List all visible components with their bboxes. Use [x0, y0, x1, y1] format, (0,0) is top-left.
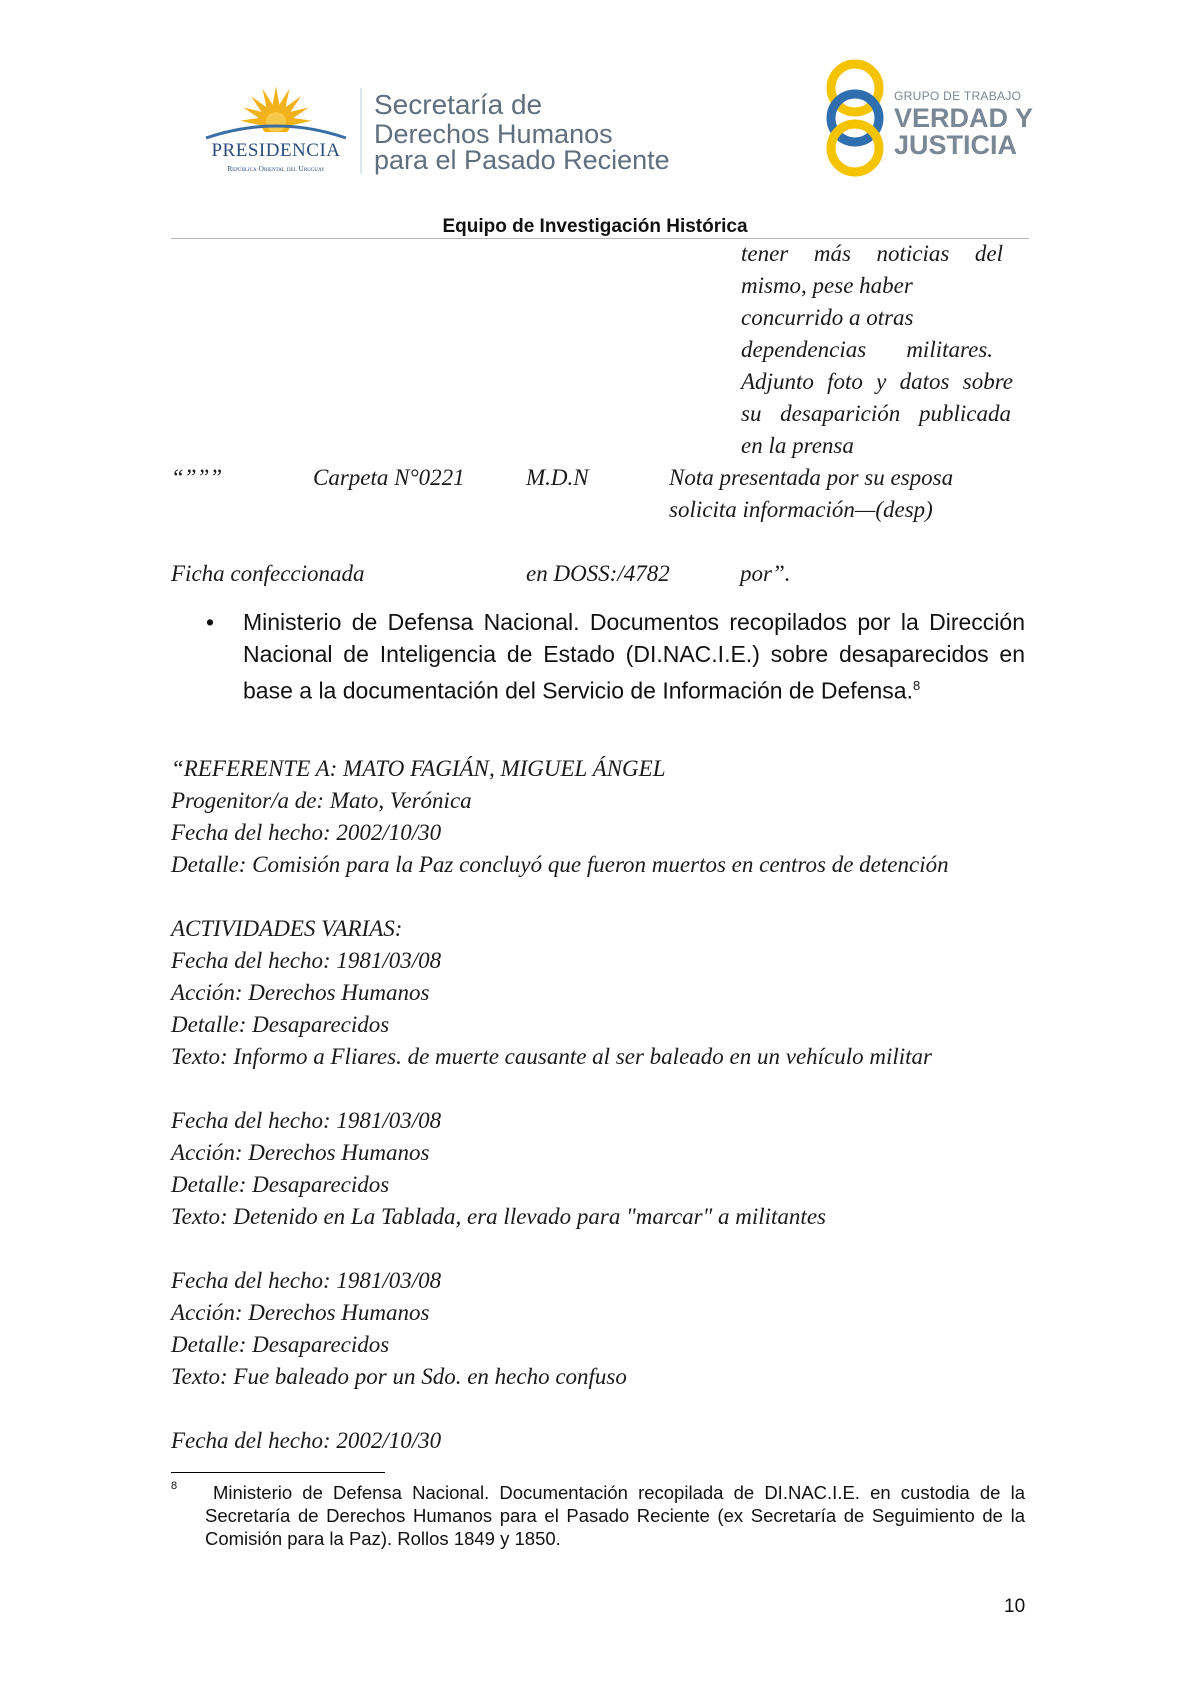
actividades-heading: ACTIVIDADES VARIAS:	[171, 916, 403, 941]
presidencia-name: PRESIDENCIA	[211, 140, 341, 161]
activity-texto: Texto: Informo a Fliares. de muerte causante al ser baleado en un vehículo militar	[171, 1044, 933, 1069]
header-divider	[360, 88, 362, 174]
activity-texto: Texto: Detenido en La Tablada, era llevado para "marcar" a militantes	[171, 1204, 826, 1229]
footnote-ref: 8	[912, 678, 921, 693]
record-detalle: Detalle: Comisión para la Paz concluyó que fueron muertos en centros de detención	[171, 852, 949, 877]
secretaria-line2: Derechos Humanos	[374, 119, 613, 149]
header-title: Equipo de Investigación Histórica	[442, 216, 748, 237]
note-line: concurrido a otras	[741, 305, 914, 330]
note-line: mismo, pese haber	[741, 273, 913, 298]
ficha-col3: por”.	[740, 561, 791, 586]
note-line: Adjunto foto y datos sobre	[741, 369, 1013, 394]
activity-texto: Texto: Fue baleado por un Sdo. en hecho confuso	[171, 1364, 627, 1389]
footnote-number: 8	[171, 1480, 178, 1492]
row-folder: Carpeta N°0221	[313, 465, 465, 490]
record-fecha: Fecha del hecho: 2002/10/30	[171, 820, 442, 845]
grupo-label: GRUPO DE TRABAJO	[894, 89, 1022, 103]
bullet-icon: •	[206, 609, 215, 635]
ficha-col2: en DOSS:/4782	[526, 561, 670, 586]
note-line: su desaparición publicada	[741, 401, 1011, 426]
activity-fecha: Fecha del hecho: 1981/03/08	[171, 1268, 442, 1293]
note-line: en la prensa	[741, 433, 854, 458]
activity-detalle: Detalle: Desaparecidos	[171, 1332, 390, 1357]
activity-accion: Acción: Derechos Humanos	[171, 1300, 430, 1325]
page-number: 10	[1004, 1596, 1026, 1617]
activity-detalle: Detalle: Desaparecidos	[171, 1012, 390, 1037]
verdad-label: VERDAD Y	[894, 103, 1034, 133]
note-line: tener más noticias del	[741, 241, 1003, 266]
row-origin: M.D.N	[526, 465, 589, 490]
rings-icon	[820, 56, 890, 180]
last-fecha: Fecha del hecho: 2002/10/30	[171, 1428, 442, 1453]
activity-fecha: Fecha del hecho: 1981/03/08	[171, 948, 442, 973]
progenitor: Progenitor/a de: Mato, Verónica	[171, 788, 472, 813]
presidencia-subtitle: República Oriental del Uruguay	[227, 164, 325, 173]
presidencia-logo	[196, 80, 356, 180]
footnote-paragraph: Ministerio de Defensa Nacional. Documentación recopilada de DI.NAC.I.E. en custodia de la Secretaría de Derechos Humanos para el Pasado Reciente (ex Secretaría de Seguimiento de la Comisión para la Paz). Rollos 1849 y 1850.	[205, 1482, 1025, 1549]
bullet-text: Ministerio de Defensa Nacional. Documentos recopilados por la Dirección Nacional de Inteligencia de Estado (DI.NAC.I.E.) sobre desaparecidos en base a la documentación del Servicio de Información de Defensa.	[243, 609, 1025, 704]
verdad-justicia-logo	[820, 56, 1034, 180]
bullet-paragraph	[243, 606, 1025, 707]
header-rule	[171, 238, 1029, 239]
referente: “REFERENTE A: MATO FAGIÁN, MIGUEL ÁNGEL	[171, 756, 666, 781]
row-date: “”””	[171, 465, 223, 490]
activity-fecha: Fecha del hecho: 1981/03/08	[171, 1108, 442, 1133]
secretaria-line1: Secretaría de	[374, 89, 543, 120]
footnote-text	[205, 1481, 1025, 1550]
row-note-line: Nota presentada por su esposa	[669, 465, 954, 490]
activity-accion: Acción: Derechos Humanos	[171, 980, 430, 1005]
activity-accion: Acción: Derechos Humanos	[171, 1140, 430, 1165]
footnote-rule	[171, 1472, 385, 1473]
justicia-label: JUSTICIA	[894, 130, 1018, 160]
row-note-line: solicita información—(desp)	[669, 497, 933, 522]
note-line: dependencias militares.	[741, 337, 993, 362]
activity-detalle: Detalle: Desaparecidos	[171, 1172, 390, 1197]
secretaria-line3: para el Pasado Reciente	[374, 145, 670, 175]
ficha-col1: Ficha confeccionada	[171, 561, 365, 586]
